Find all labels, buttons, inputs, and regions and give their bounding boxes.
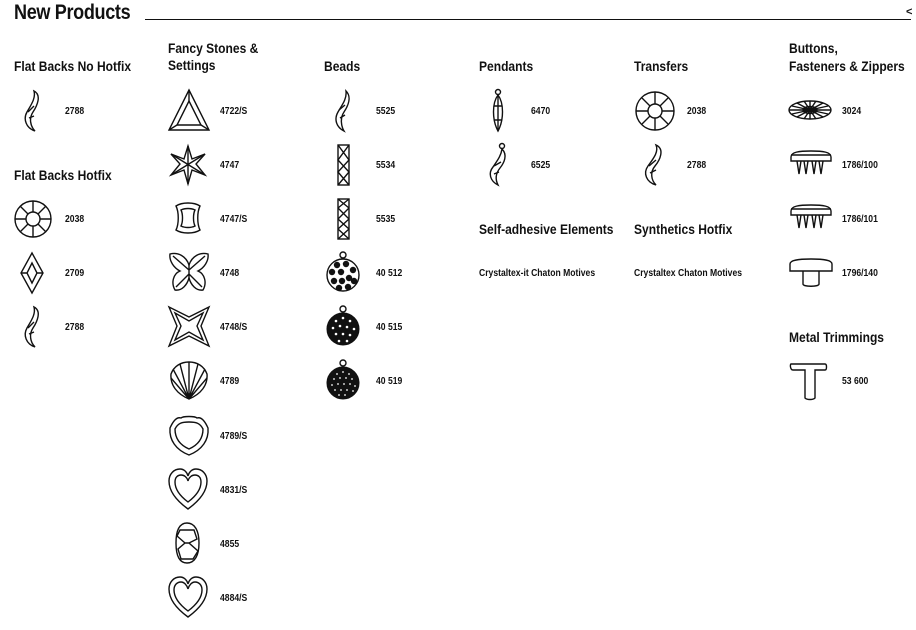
t-bar-icon xyxy=(789,358,837,404)
product-item[interactable] xyxy=(479,88,629,136)
product-item[interactable] xyxy=(324,304,474,352)
product-code: 3024 xyxy=(842,106,862,117)
product-item[interactable] xyxy=(324,88,474,136)
product-code: 1786/100 xyxy=(842,160,878,171)
product-code: 5535 xyxy=(376,214,396,225)
product-item[interactable] xyxy=(14,304,164,352)
heading-beads: Beads xyxy=(324,58,361,74)
product-code: 4747 xyxy=(220,160,240,171)
triangle-setting-icon xyxy=(168,88,212,134)
product-item[interactable] xyxy=(14,196,164,244)
product-item[interactable] xyxy=(168,413,318,461)
baroque-oval-icon xyxy=(168,521,212,567)
heading-flat-backs-hotfix: Flat Backs Hotfix xyxy=(14,167,112,183)
product-item[interactable] xyxy=(168,575,318,623)
heading-flat-backs-no-hotfix: Flat Backs No Hotfix xyxy=(14,58,132,74)
product-code: 5534 xyxy=(376,160,396,171)
rivoli-round-icon xyxy=(634,88,678,134)
product-code: 1796/140 xyxy=(842,268,878,279)
product-code: 4747/S xyxy=(220,214,248,225)
heading-buttons-line-1: Buttons, xyxy=(789,40,838,56)
shell-setting-icon xyxy=(168,413,212,459)
product-note[interactable]: Crystaltex-it Chaton Motives xyxy=(479,268,596,279)
product-item[interactable] xyxy=(168,250,318,298)
product-code: 2788 xyxy=(65,106,85,117)
star-setting-icon xyxy=(168,196,212,242)
pave-ball-small-icon xyxy=(324,250,364,296)
heading-fancy-stones-settings: Fancy Stones & Settings xyxy=(168,40,259,73)
tube-bead-icon xyxy=(324,196,364,242)
product-code: 2038 xyxy=(687,106,707,117)
wave-pendant-icon xyxy=(479,142,519,188)
product-code: 1786/101 xyxy=(842,214,878,225)
flat-back-wave-icon xyxy=(14,88,54,134)
product-item[interactable] xyxy=(324,358,474,406)
star-flower-icon xyxy=(168,142,212,188)
product-code: 6525 xyxy=(531,160,551,171)
stud-rivet-icon xyxy=(789,250,837,296)
rhombus-icon xyxy=(14,250,54,296)
product-code: 40 515 xyxy=(376,322,403,333)
product-item[interactable] xyxy=(479,142,629,190)
nav-arrow-icon[interactable]: < xyxy=(906,6,913,18)
product-item[interactable] xyxy=(168,196,318,244)
product-code: 53 600 xyxy=(842,376,869,387)
wave-bead-icon xyxy=(324,88,364,134)
flat-back-wave-icon xyxy=(634,142,678,188)
product-item[interactable] xyxy=(789,142,916,190)
prong-rivet-icon xyxy=(789,196,837,242)
pave-ball-large-icon xyxy=(324,358,364,404)
product-code: 2788 xyxy=(65,322,85,333)
product-code: 6470 xyxy=(531,106,551,117)
product-item[interactable] xyxy=(634,142,784,190)
rivoli-round-icon xyxy=(14,196,54,242)
pave-ball-medium-icon xyxy=(324,304,364,350)
flat-back-wave-icon xyxy=(14,304,54,350)
product-code: 5525 xyxy=(376,106,396,117)
heading-pendants: Pendants xyxy=(479,58,534,74)
heading-transfers: Transfers xyxy=(634,58,689,74)
product-item[interactable] xyxy=(789,250,916,298)
product-item[interactable] xyxy=(168,358,318,406)
product-code: 40 519 xyxy=(376,376,403,387)
product-code: 2709 xyxy=(65,268,85,279)
product-item[interactable] xyxy=(634,88,784,136)
product-code: 4789/S xyxy=(220,431,248,442)
product-code: 4748/S xyxy=(220,322,248,333)
butterfly-icon xyxy=(168,250,212,296)
heading-self-adhesive: Self-adhesive Elements xyxy=(479,221,614,237)
product-code: 4855 xyxy=(220,539,240,550)
heart-setting-icon xyxy=(168,467,212,513)
product-code: 4722/S xyxy=(220,106,248,117)
product-item[interactable] xyxy=(168,521,318,569)
title-rule xyxy=(145,19,911,20)
product-item[interactable] xyxy=(168,88,318,136)
product-item[interactable] xyxy=(168,467,318,515)
product-item[interactable] xyxy=(789,88,916,136)
shell-icon xyxy=(168,358,212,404)
heading-metal-trimmings: Metal Trimmings xyxy=(789,329,885,345)
product-item[interactable] xyxy=(14,88,164,136)
product-item[interactable] xyxy=(789,196,916,244)
tube-bead-icon xyxy=(324,142,364,188)
product-item[interactable] xyxy=(789,358,916,406)
heading-buttons-line-2: Fasteners & Zippers xyxy=(789,58,905,74)
product-item[interactable] xyxy=(14,250,164,298)
product-code: 2038 xyxy=(65,214,85,225)
product-item[interactable] xyxy=(324,250,474,298)
oval-button-icon xyxy=(789,88,837,134)
spike-pendant-icon xyxy=(479,88,519,134)
product-code: 40 512 xyxy=(376,268,403,279)
product-code: 4789 xyxy=(220,376,240,387)
product-item[interactable] xyxy=(168,304,318,352)
product-item[interactable] xyxy=(168,142,318,190)
page-title: New Products xyxy=(14,1,131,24)
product-note[interactable]: Crystaltex Chaton Motives xyxy=(634,268,743,279)
product-code: 4831/S xyxy=(220,485,248,496)
heading-synthetics-hotfix: Synthetics Hotfix xyxy=(634,221,733,237)
prong-rivet-icon xyxy=(789,142,837,188)
heart-outline-icon xyxy=(168,575,212,621)
product-item[interactable] xyxy=(324,196,474,244)
product-code: 4748 xyxy=(220,268,240,279)
product-item[interactable] xyxy=(324,142,474,190)
butterfly-setting-icon xyxy=(168,304,212,350)
product-code: 2788 xyxy=(687,160,707,171)
product-code: 4884/S xyxy=(220,593,248,604)
